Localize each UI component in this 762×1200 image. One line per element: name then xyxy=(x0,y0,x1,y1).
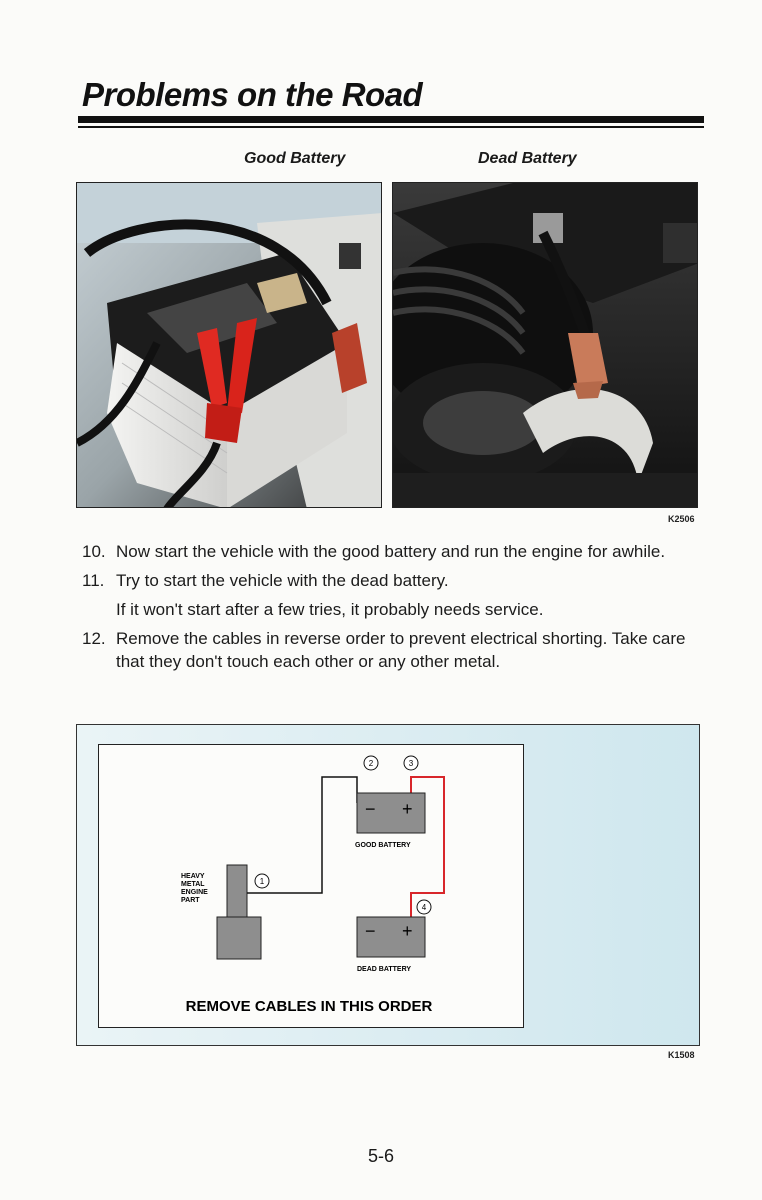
diagram-figure-code: K1508 xyxy=(668,1050,695,1060)
marker-4-label: 4 xyxy=(421,903,427,912)
step-11 xyxy=(82,569,692,592)
engine-label-line: PART xyxy=(181,897,200,904)
engine-label-line: HEAVY xyxy=(181,873,205,880)
dead-battery-plus: + xyxy=(402,921,413,941)
photo-figure-code: K2506 xyxy=(668,514,695,524)
step-number: 12. xyxy=(82,629,106,648)
cable-removal-diagram xyxy=(98,744,524,1028)
step-10 xyxy=(82,540,692,563)
dead-battery-minus: − xyxy=(365,921,376,941)
good-battery-minus: − xyxy=(365,799,376,819)
title-rule-thin xyxy=(78,126,704,128)
step-11-note: If it won't start after a few tries, it probably needs service. xyxy=(116,600,544,619)
good-battery-caption: Good Battery xyxy=(244,150,346,167)
diagram-heading: REMOVE CABLES IN THIS ORDER xyxy=(185,998,433,1015)
step-text: Try to start the vehicle with the dead battery. xyxy=(116,571,449,590)
page-title: Problems on the Road xyxy=(82,76,423,113)
dead-battery-caption: Dead Battery xyxy=(478,150,577,167)
step-number: 11. xyxy=(82,571,105,590)
marker-1-label: 1 xyxy=(259,877,265,886)
page-number: 5-6 xyxy=(367,1146,394,1166)
engine-label-line: METAL xyxy=(181,881,205,888)
dead-battery-label: DEAD BATTERY xyxy=(357,966,412,973)
instruction-steps xyxy=(82,540,692,679)
step-text: Remove the cables in reverse order to prevent electrical shorting. Take care that they don't touch each other or any other metal. xyxy=(116,629,686,671)
dead-battery-photo xyxy=(392,182,698,508)
good-battery-plus: + xyxy=(402,799,413,819)
marker-2-label: 2 xyxy=(368,759,374,768)
engine-part-lower xyxy=(217,917,261,959)
title-rule-thick xyxy=(78,116,704,123)
good-battery-photo xyxy=(76,182,382,508)
engine-label-line: ENGINE xyxy=(181,889,208,896)
step-text: Now start the vehicle with the good battery and run the engine for awhile. xyxy=(116,542,666,561)
step-number: 10. xyxy=(82,542,106,561)
marker-3-label: 3 xyxy=(408,759,414,768)
engine-part-upper xyxy=(227,865,247,919)
step-12 xyxy=(82,627,692,673)
good-battery-label: GOOD BATTERY xyxy=(355,842,411,849)
